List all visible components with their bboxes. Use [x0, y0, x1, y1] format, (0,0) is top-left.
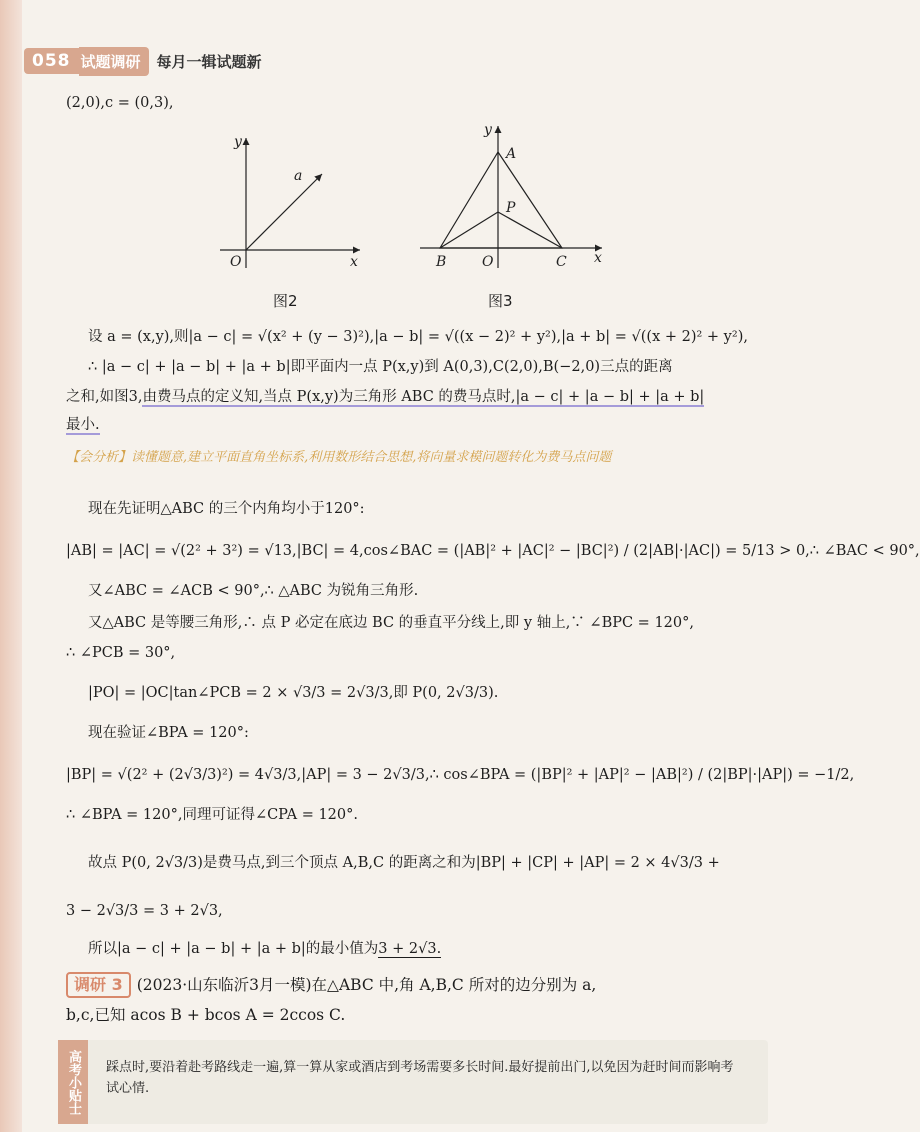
body-line-3-start: 之和,如图3,	[66, 389, 143, 405]
segment-bp	[440, 212, 498, 248]
page-number: 058	[24, 48, 79, 74]
body-line-15: 3 − 2√3/3 = 3 + 2√3,	[66, 903, 223, 919]
fig3-point-c: C	[556, 254, 567, 270]
footer-tip-text: 踩点时,要沿着赴考路线走一遍,算一算从家或酒店到考场需要多长时间.最好提前出门,以免因为赶时间而影响考试心情.	[106, 1060, 734, 1096]
figure-2-caption: 图2	[273, 292, 298, 310]
research-3-line-1	[66, 972, 596, 998]
body-line-3	[66, 386, 704, 408]
page-edge-strip	[0, 0, 22, 1132]
body-line-4	[66, 414, 100, 436]
fig3-point-p: P	[506, 200, 516, 216]
footer-side-label: 高考小贴士	[58, 1040, 88, 1124]
triangle-abc	[440, 152, 562, 248]
figure-3	[420, 118, 610, 278]
body-line-7: 又∠ABC = ∠ACB < 90°,∴ △ABC 为锐角三角形.	[88, 583, 419, 599]
fig3-x-label: x	[594, 250, 602, 266]
figure-3-caption: 图3	[488, 292, 513, 310]
figure-2	[210, 128, 370, 278]
research-3-text-1: (2023·山东临沂3月一模)在△ABC 中,角 A,B,C 所对的边分别为 a,	[136, 976, 597, 994]
series-title: 每月一辑试题新	[156, 52, 262, 71]
final-answer: 3 + 2√3.	[378, 941, 442, 957]
fig3-point-b: B	[436, 254, 447, 270]
segment-cp	[498, 212, 562, 248]
fig2-vector-label: a	[294, 168, 303, 184]
body-line-9: ∴ ∠PCB = 30°,	[66, 645, 176, 661]
fig3-origin-label: O	[482, 254, 494, 270]
body-line-16	[88, 938, 441, 960]
section-title: 试题调研	[79, 47, 149, 76]
research-tag: 调研 3	[66, 972, 131, 998]
body-line-10: |PO| = |OC|tan∠PCB = 2 × √3/3 = 2√3/3,即 P(0, 2√3/3).	[88, 685, 499, 701]
fig3-point-a: A	[506, 146, 517, 162]
fig3-y-label: y	[484, 122, 492, 138]
analysis-note: 【会分析】读懂题意,建立平面直角坐标系,利用数形结合思想,将向量求模问题转化为费马点问题	[66, 450, 612, 465]
fig2-origin-label: O	[230, 254, 242, 270]
body-line-2: ∴ |a − c| + |a − b| + |a + b|即平面内一点 P(x,y)到 A(0,3),C(2,0),B(−2,0)三点的距离	[88, 359, 673, 375]
body-line-1: 设 a = (x,y),则|a − c| = √(x² + (y − 3)²),|a − b| = √((x − 2)² + y²),|a + b| = √((x + 2)² + y²),	[88, 329, 748, 345]
body-line-8: 又△ABC 是等腰三角形,∴ 点 P 必定在底边 BC 的垂直平分线上,即 y 轴上,∵ ∠BPC = 120°,	[88, 615, 694, 631]
top-line: (2,0),c = (0,3),	[66, 95, 174, 111]
body-line-4-highlight: 最小.	[66, 417, 100, 433]
body-line-11: 现在验证∠BPA = 120°:	[88, 725, 249, 741]
body-line-16-text: 所以|a − c| + |a − b| + |a + b|的最小值为	[88, 941, 379, 957]
body-line-5: 现在先证明△ABC 的三个内角均小于120°:	[88, 501, 365, 517]
body-line-6: |AB| = |AC| = √(2² + 3²) = √13,|BC| = 4,cos∠BAC = (|AB|² + |AC|² − |BC|²) / (2|AB|·|AC|) = 5/13 > 0,∴ ∠BAC < 90°,	[66, 543, 920, 559]
page-header	[24, 46, 262, 76]
body-line-12: |BP| = √(2² + (2√3/3)²) = 4√3/3,|AP| = 3 − 2√3/3,∴ cos∠BPA = (|BP|² + |AP|² − |AB|²) / (2|BP|·|AP|) = −1/2,	[66, 767, 855, 783]
fig2-x-label: x	[350, 254, 358, 270]
body-line-3-highlight: 由费马点的定义知,当点 P(x,y)为三角形 ABC 的费马点时,|a − c| + |a − b| + |a + b|	[142, 389, 705, 405]
vector-a	[246, 174, 322, 250]
research-3-line-2: b,c,已知 acos B + bcos A = 2ccos C.	[66, 1006, 346, 1024]
body-line-14: 故点 P(0, 2√3/3)是费马点,到三个顶点 A,B,C 的距离之和为|BP| + |CP| + |AP| = 2 × 4√3/3 +	[88, 855, 720, 871]
fig2-y-label: y	[234, 134, 242, 150]
body-line-13: ∴ ∠BPA = 120°,同理可证得∠CPA = 120°.	[66, 807, 358, 823]
